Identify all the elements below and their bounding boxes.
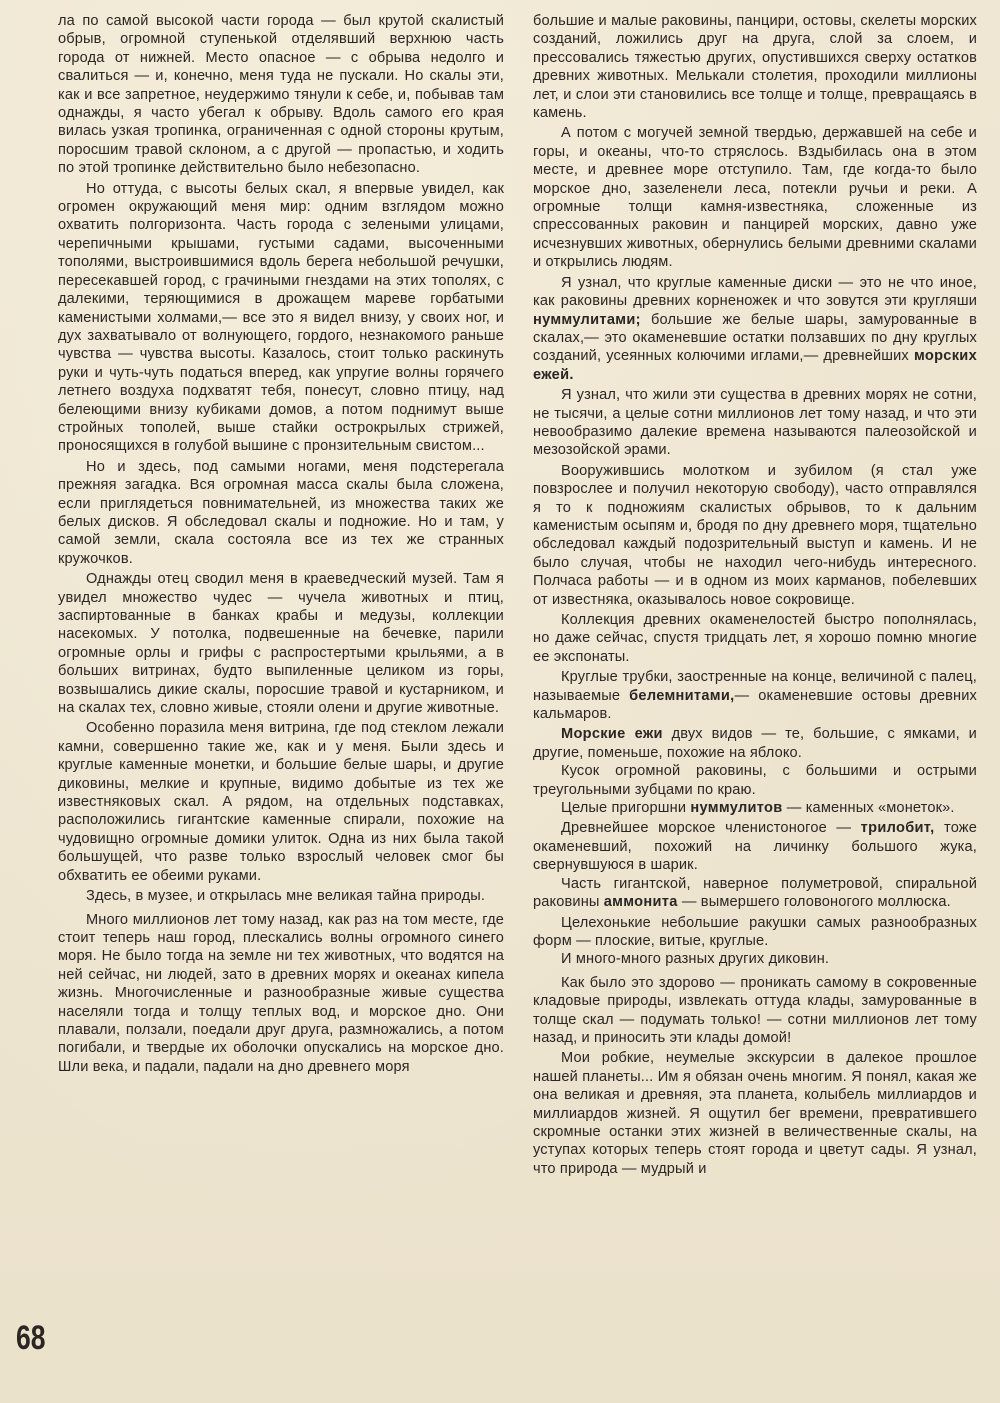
paragraph [533, 819, 977, 874]
paragraph [533, 1049, 977, 1178]
text-run: — каменных «монеток». [782, 800, 955, 817]
text-run: Часть гигантской, наверное полуметровой, спиральной раковины [533, 875, 977, 911]
text-run: А потом с могучей земной твердью, державшей на себе и горы, и океаны, что-то стряслось. Вздыбилась она в этом месте, и древнее море отступило. Там, где когда-то было морское дно, зазеленели леса, потекли ручьи и реки. А огромные толщи камня-известняка, сложенные из спрессованных раковин и панцирей морских, давно уже исчезнувших животных, обернулись белыми древними скалами и открылись людям. [533, 125, 977, 271]
text-run: Коллекция древних окаменелостей быстро пополнялась, но даже сейчас, спустя тридцать лет, я хорошо помню многие ее экспонаты. [533, 612, 977, 665]
paragraph [58, 887, 504, 905]
paragraph [533, 725, 977, 762]
paragraph [533, 12, 977, 122]
right-column [533, 12, 977, 1392]
term-ammonite: аммонита [603, 894, 678, 911]
text-run: ла по самой высокой части города — был крутой скалистый обрыв, огромной ступенькой отделявший верхнюю часть города от нижней. Место опасное — с обрыва недолго и свалиться — и, конечно, меня туда не пускали. Но скалы эти, как и все запретное, неудержимо тянули к себе, и, побывав там однажды, я часто убегал к обрыву. Вдоль самого его края вилась узкая тропинка, ограниченная с одной стороны крутым, поросшим травой склоном, а с другой — пропастью, и ходить по этой тропинке действительно было небезопасно. [58, 13, 504, 177]
text-run: Особенно поразила меня витрина, где под стеклом лежали камни, совершенно такие же, как и у меня. Были здесь и круглые каменные монетки, и большие белые шары, и другие диковины, мелкие и крупные, видимо добытые из тех же известняковых скал. А рядом, на отдельных подставках, расположились гигантские каменные спирали, похожие на чудовищно огромные домики улиток. Одна из них была такой большущей, что разве только взрослый человек смог бы обхватить ее обеими руками. [58, 720, 504, 884]
text-run: — окаменевшие остовы древних кальмаров. [533, 687, 977, 723]
paragraph [58, 570, 504, 717]
text-run: Целехонькие небольшие ракушки самых разнообразных форм — плоские, витые, круглые. [533, 914, 977, 949]
paragraph [533, 875, 977, 912]
text-run: Много миллионов лет тому назад, как раз на том месте, где стоит теперь наш город, плескались волны огромного синего моря. Не было тогда на земле ни тех животных, что водятся на ней сейчас, ни людей, зато в древних морях и океанах кипела жизнь. Многочисленные и разнообразные живые существа населяли тогда и толщу теплых вод, и морское дно. Они плавали, ползали, поедали друг друга, размножались, а потом погибали, и твердые их оболочки опускались на морское дно. Шли века, и падали, падали на дно древнего моря [58, 911, 504, 1075]
text-run: Однажды отец сводил меня в краеведческий музей. Там я увидел множество чудес — чучела животных и птиц, заспиртованные в банках крабы и медузы, коллекции насекомых. У потолка, подвешенные на бечевке, парили огромные орлы и грифы с распростертыми крыльями, а в больших витринах, будто выпиленные целиком из горы, возвышались дикие скалы, поросшие травой и кустарником, и на скалах тех, словно живые, стояли олени и другие животные. [58, 571, 504, 717]
paragraph [58, 180, 504, 456]
text-run: тоже окаменевший, похожий на личинку большого жука, свернувшуюся в шарик. [533, 820, 977, 874]
paragraph [58, 911, 504, 1077]
paragraph [533, 386, 977, 460]
text-run: Целые пригоршни [561, 800, 691, 817]
paragraph [533, 914, 977, 951]
text-run: Мои робкие, неумелые экскурсии в далекое прошлое нашей планеты... Им я обязан очень многим. Я понял, какая же она великая и древняя, эта планета, колыбель миллиардов и миллиардов жизней. Я ощутил бег времени, превратившего скромные останки этих жизней в величественные скалы, на уступах которых теперь стоят города и цветут сады. Я узнал, что природа — мудрый и [533, 1050, 977, 1177]
text-run: Круглые трубки, заостренные на конце, величиной с палец, называемые [533, 669, 977, 704]
paragraph [533, 274, 977, 384]
term-nummulites: нуммулитами; [533, 311, 641, 328]
text-run: Кусок огромной раковины, с большими и острыми треугольными зубцами по краю. [533, 763, 977, 798]
text-run: Я узнал, что круглые каменные диски — это не что иное, как раковины древних корненожек и что зовутся эти кругляши [533, 274, 977, 310]
term-belemnites: белемнитами, [629, 687, 735, 704]
term-trilobite: трилобит, [860, 820, 935, 837]
text-run: большие же белые шары, замурованные в скалах,— это окаменевшие остатки ползавших по дну круглых созданий, усеянных колючими иглами,— древнейших [533, 311, 977, 365]
text-run: Но и здесь, под самыми ногами, меня подстерегала прежняя загадка. Вся огромная масса скалы была сложена, если приглядеться повнимательней, из множества таких же белых дисков. Я обследовал скалы и подножие. Но и там, у самой земли, скала состояла все из тех же странных кружочков. [58, 458, 504, 567]
text-run: двух видов — те, большие, с ямками, и другие, поменьше, похожие на яблоко. [533, 726, 977, 761]
text-run: большие и малые раковины, панцири, остовы, скелеты морских созданий, ложились друг на друга, слой за слоем, и прессовались тяжестью других, опустившихся сверху остатков древних животных. Мелькали столетия, проходили миллионы лет, и слои эти становились все толще и толще, превращаясь в камень. [533, 13, 977, 122]
text-run: Древнейшее морское членистоногое — [561, 820, 861, 837]
text-run: Я узнал, что жили эти существа в древних морях не сотни, не тысячи, а целые сотни миллионов лет тому назад, и что эти невообразимо далекие времена называются палеозойской и мезозойской эрами. [533, 387, 977, 459]
term-sea-urchins: морских ежей. [533, 348, 977, 383]
text-run: Вооружившись молотком и зубилом (я стал уже повзрослее и получил некоторую свободу), часто отправлялся я то к подножиям скалистых обрывов, то к дальним каменистым осыпям и, бродя по дну древнего моря, тщательно обследовал каждый подозрительный выступ и камень. И не было случая, чтобы не находил чего-нибудь интересного. Полчаса работы — и в одном из моих карманов, побелевших от известняка, оказывалось новое сокровище. [533, 462, 977, 608]
left-column [58, 12, 504, 1392]
text-run: Как было это здорово — проникать самому в сокровенные кладовые природы, извлекать оттуда клады, замурованные в толще скал — подумать только! — сотни миллионов лет тому назад, и приносить эти клады домой! [533, 974, 977, 1046]
paragraph [533, 668, 977, 723]
page-number: 68 [16, 1319, 46, 1357]
paragraph [533, 462, 977, 609]
text-run: Но оттуда, с высоты белых скал, я впервые увидел, как огромен окружающий меня мир: одним взглядом можно охватить полгоризонта. Часть города с зелеными улицами, черепичными крышами, густыми садами, высоченными тополями, выстроившимися вдоль берега небольшой речушки, пересекавшей город, с грачиными гнездами на этих тополях, с далекими, теряющимися в дрожащем мареве горбатыми каменистыми холмами,— все это я видел внизу, у своих ног, и дух захватывало от волнующего, гордого, незнакомого раньше чувства — чувства высоты. Казалось, стоит только раскинуть руки и чуть-чуть податься вперед, как упругие волны горячего летнего воздуха подхватят тебя, понесут, словно птицу, над белеющими внизу кубиками домов, а потом поднимут выше стройных тополей, выше стайки острокрылых стрижей, проносящихся в голубой вышине с пронзительным свистом... [58, 180, 504, 455]
text-run: И много-много разных других диковин. [561, 951, 830, 968]
paragraph [533, 950, 977, 968]
paragraph [58, 458, 504, 568]
term-sea-urchins-2: Морские ежи [561, 726, 663, 743]
paragraph [533, 124, 977, 271]
paragraph [533, 974, 977, 1048]
term-nummulites-2: нуммулитов [690, 800, 783, 817]
paragraph [58, 719, 504, 885]
paragraph [533, 762, 977, 799]
text-run: Здесь, в музее, и открылась мне великая тайна природы. [86, 888, 486, 905]
paragraph [533, 611, 977, 666]
text-run: — вымершего головоногого моллюска. [677, 894, 951, 911]
paragraph [58, 12, 504, 178]
paragraph [533, 799, 977, 817]
